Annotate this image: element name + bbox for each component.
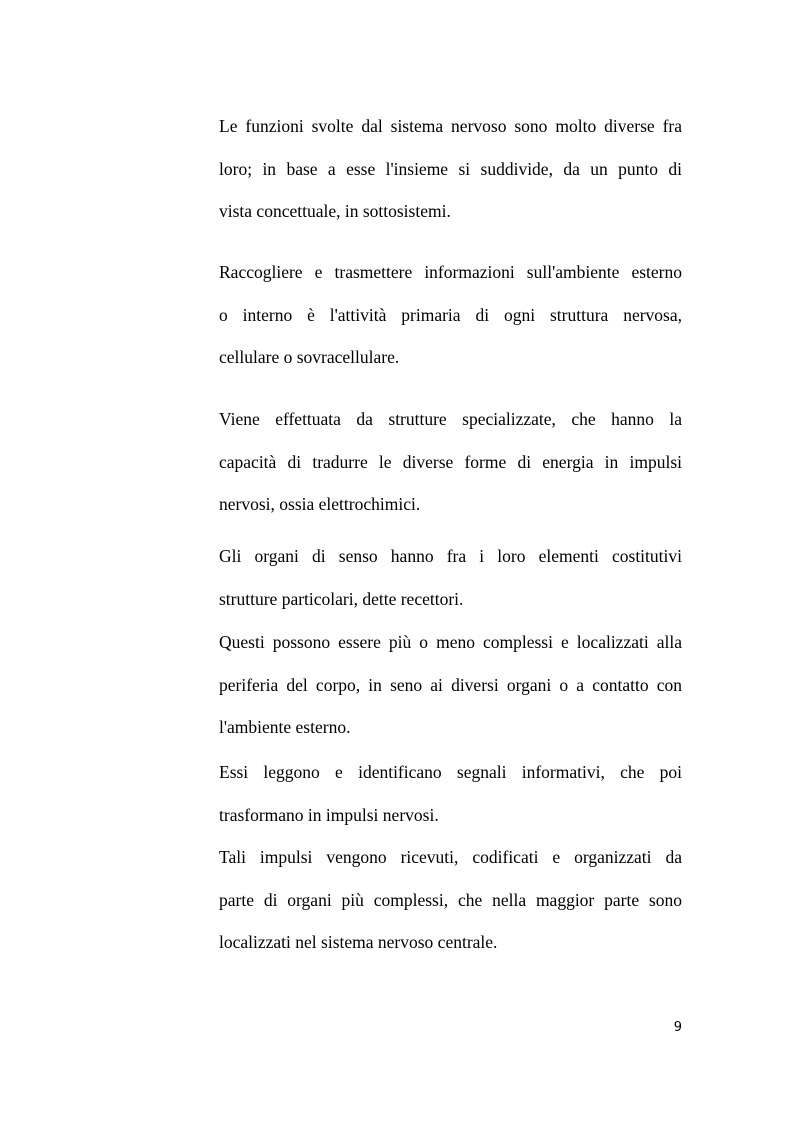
paragraph-line: l'ambiente esterno. bbox=[219, 717, 351, 737]
paragraph-6 bbox=[219, 751, 682, 836]
paragraph-line: Raccogliere e trasmettere informazioni sull'ambiente esterno bbox=[219, 262, 682, 282]
paragraph-4 bbox=[219, 535, 682, 620]
paragraph-line: Tali impulsi vengono ricevuti, codificati e organizzati da bbox=[219, 847, 682, 867]
paragraph-line: loro; in base a esse l'insieme si suddivide, da un punto di bbox=[219, 158, 682, 179]
paragraph-line: Gli organi di senso hanno fra i loro elementi costitutivi bbox=[219, 546, 682, 566]
paragraph-line: Le funzioni svolte dal sistema nervoso sono molto diverse fra bbox=[219, 116, 682, 136]
paragraph-2 bbox=[219, 251, 682, 379]
paragraph-line: o interno è l'attività primaria di ogni struttura nervosa, bbox=[219, 304, 682, 325]
paragraph-5 bbox=[219, 621, 682, 749]
paragraph-line: periferia del corpo, in seno ai diversi organi o a contatto con bbox=[219, 674, 682, 695]
page-number: 9 bbox=[673, 1020, 682, 1035]
paragraph-line: Viene effettuata da strutture specializzate, che hanno la bbox=[219, 409, 682, 429]
paragraph-line: Essi leggono e identificano segnali informativi, che poi bbox=[219, 762, 682, 782]
paragraph-line: parte di organi più complessi, che nella maggior parte sono bbox=[219, 889, 682, 910]
paragraph-1 bbox=[219, 105, 682, 233]
paragraph-line: strutture particolari, dette recettori. bbox=[219, 588, 464, 609]
paragraph-line: Questi possono essere più o meno complessi e localizzati alla bbox=[219, 632, 682, 652]
paragraph-line: nervosi, ossia elettrochimici. bbox=[219, 494, 421, 514]
paragraph-line: vista concettuale, in sottosistemi. bbox=[219, 201, 451, 221]
paragraph-line: localizzati nel sistema nervoso centrale. bbox=[219, 932, 498, 952]
paragraph-3 bbox=[219, 398, 682, 526]
paragraph-line: cellulare o sovracellulare. bbox=[219, 347, 400, 367]
paragraph-line: trasformano in impulsi nervosi. bbox=[219, 804, 439, 825]
paragraph-7 bbox=[219, 836, 682, 964]
paragraph-line: capacità di tradurre le diverse forme di energia in impulsi bbox=[219, 451, 682, 472]
